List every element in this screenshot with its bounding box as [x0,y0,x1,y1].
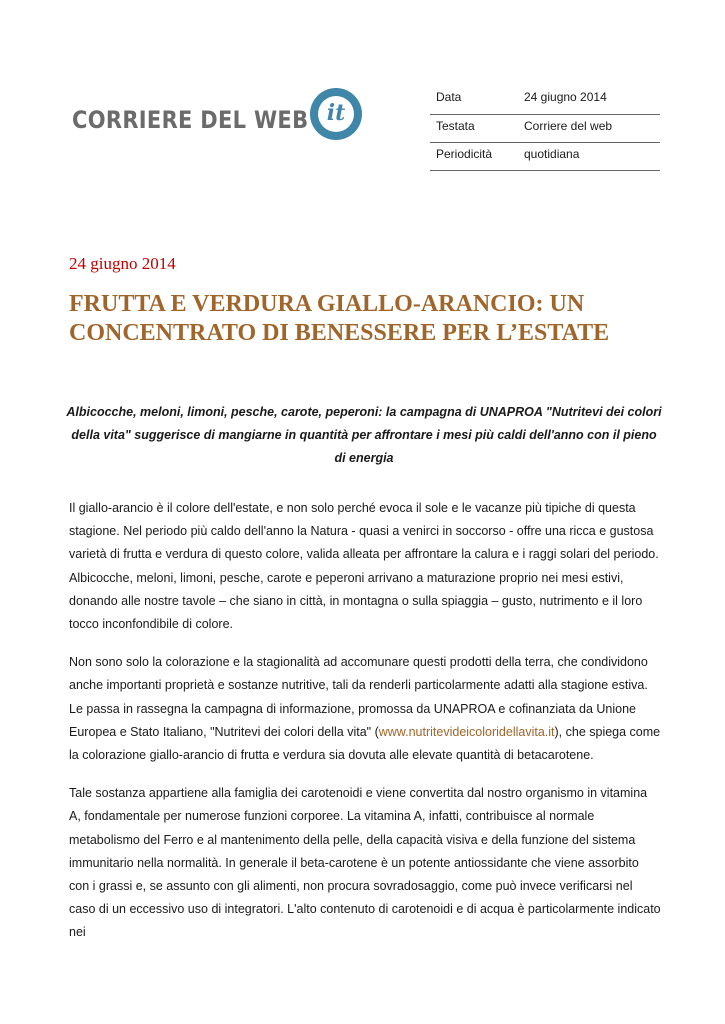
paragraph-1: Il giallo-arancio è il colore dell'estate, e non solo perché evoca il sole e le vacanze più tipiche di questa stagione. Nel periodo più caldo dell'anno la Natura - quasi a venirci in soccorso - offre una ricca e gustosa varietà di frutta e verdura di questo colore, valida alleata per affrontare la calura e i raggi solari del periodo. Albicocche, meloni, limoni, pesche, carote e peperoni arrivano a maturazione proprio nei mesi estivi, donando alle nostre tavole – che siano in città, in montagna o sulla spiaggia – gusto, nutrimento e il loro tocco inconfondibile di colore. [69,501,659,632]
meta-label: Testata [430,114,518,142]
article-title: FRUTTA E VERDURA GIALLO-ARANCIO: UN CONCENTRATO DI BENESSERE PER L’ESTATE [69,291,610,346]
meta-value: 24 giugno 2014 [518,86,660,114]
meta-row-periodicita [430,142,660,170]
meta-row-data [430,86,660,114]
meta-value: quotidiana [518,142,660,170]
article-lead: Albicocche, meloni, limoni, pesche, carote, peperoni: la campagna di UNAPROA "Nutritevi dei colori della vita" suggerisce di mangiarne in quantità per affrontare i mesi più caldi dell'anno con il pieno di energia [66,405,662,465]
logo-it-icon [310,88,362,140]
paragraph-3: Tale sostanza appartiene alla famiglia dei carotenoidi e viene convertita dal nostro organismo in vitamina A, fondamentale per numerose funzioni corporee. La vitamina A, infatti, contribuisce al normale metabolismo del Ferro e al mantenimento della pelle, della capacità visiva e della funzione del sistema immunitario nella normalità. In generale il beta-carotene è un potente antiossidante che viene assorbito con i grassi e, se assunto con gli alimenti, non procura sovradosaggio, come può invece verificarsi nel caso di un eccessivo uso di integratori. L'alto contenuto di carotenoidi e di acqua è particolarmente indicato nei [69,786,661,940]
article-date: 24 giugno 2014 [69,254,176,273]
press-metadata-table [430,86,660,171]
campaign-website-link[interactable]: www.nutritevideicoloridellavita.it [378,724,555,739]
article-body [69,497,661,960]
meta-label: Data [430,86,518,114]
paragraph-2-text-end: ), che spiega come la colorazione giallo-arancio di frutta e verdura sia dovuta alle elevate quantità di betacarotene. [69,724,661,763]
meta-label: Periodicità [430,142,518,170]
meta-row-testata [430,114,660,142]
logo-wordmark: CORRIERE DEL WEB [72,106,309,134]
meta-value: Corriere del web [518,114,660,142]
paragraph-2-text-start: Non sono solo la colorazione e la stagionalità ad accomunare questi prodotti della terra, che condividono anche importanti proprietà e sostanze nutritive, tali da renderli particolarmente adatti alla stagione estiva. Le passa in rassegna la campagna di informazione, promossa da UNAPROA e cofinanziata da Unione Europea e Stato Italiano, "Nutritevi dei colori della vita" ( [69,655,648,739]
paragraph-2 [69,651,661,767]
logo-it-mark: it [318,96,354,132]
corriere-del-web-logo [72,88,372,150]
